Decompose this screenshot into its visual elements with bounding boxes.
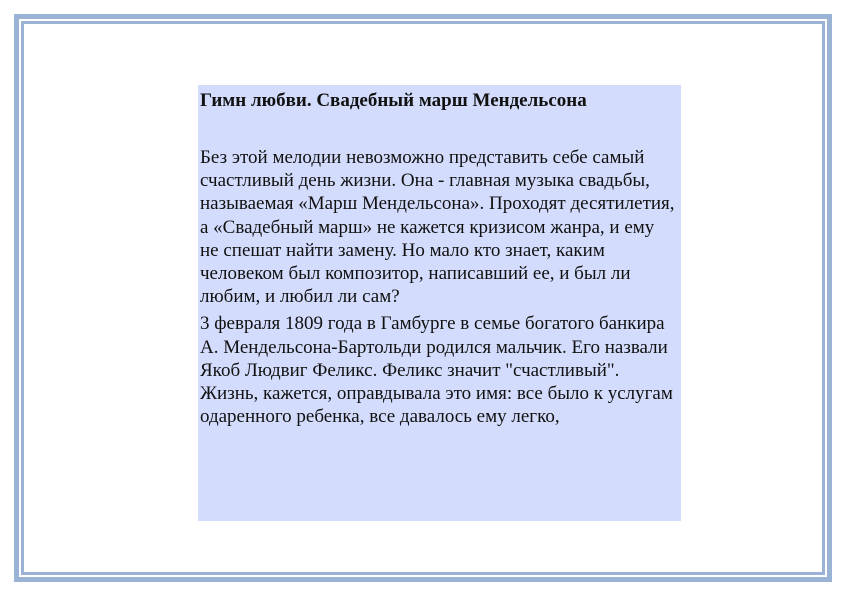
paragraph-biography: 3 февраля 1809 года в Гамбурге в семье богатого банкира А. Мендельсона-Бартольди родился мальчик. Его назвали Якоб Людвиг Феликс. Феликс значит "счастливый". Жизнь, кажется, оправдывала это имя: все было к услугам одаренного ребенка, все давалось ему легко,: [200, 313, 673, 428]
article-title: Гимн любви. Свадебный марш Мендельсона: [200, 90, 587, 111]
paragraph-intro: Без этой мелодии невозможно представить себе самый счастливый день жизни. Она - главная музыка свадьбы, называемая «Марш Мендельсона». Проходят десятилетия, а «Свадебный марш» не кажется кризисом жанра, и ему не спешат найти замену. Но мало кто знает, каким человеком был композитор, написавший ее, и был ли любим, и любил ли сам?: [200, 147, 675, 308]
text-content-box: [198, 85, 681, 521]
